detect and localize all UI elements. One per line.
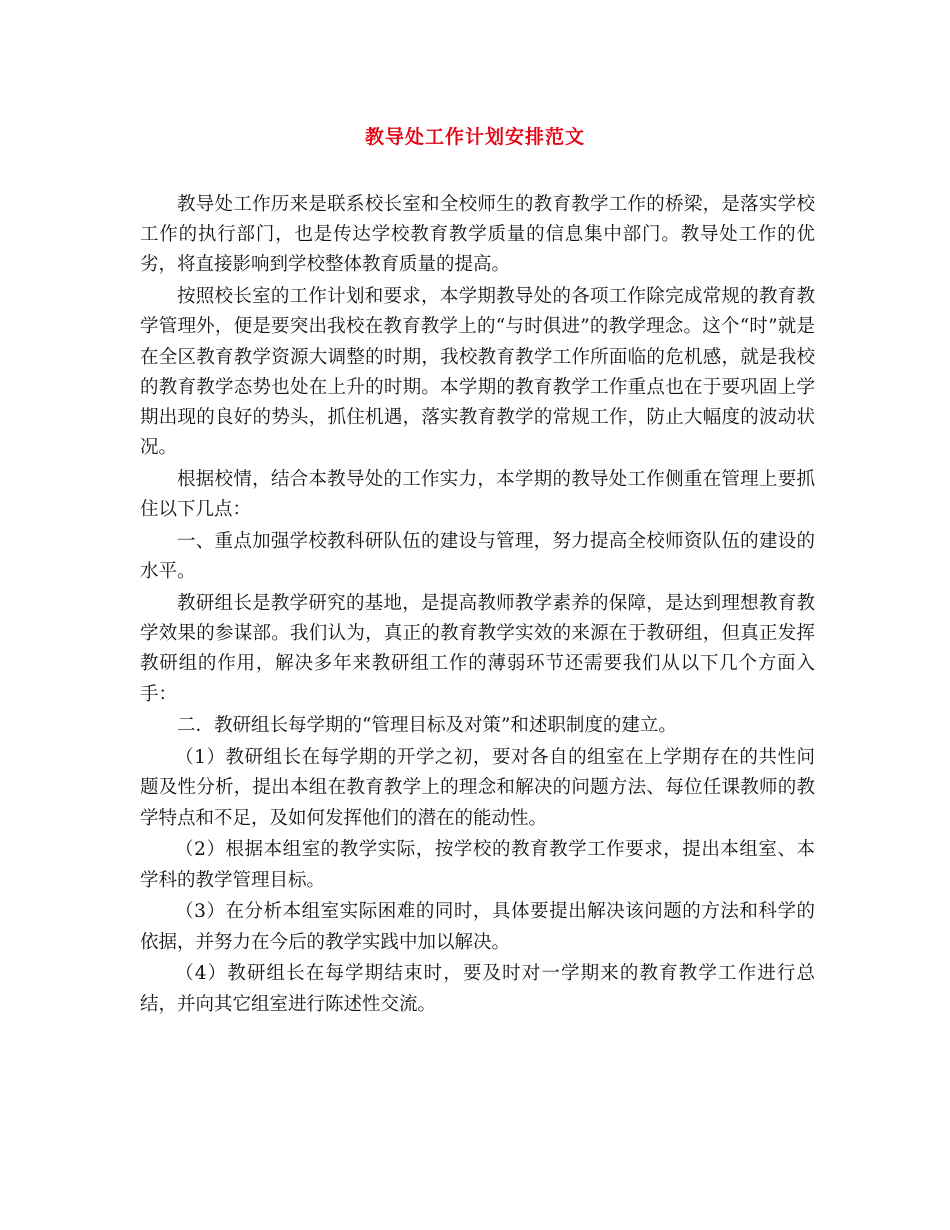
paragraph-intro: 教导处工作历来是联系校长室和全校师生的教育教学工作的桥梁，是落实学校工作的执行部门，也是传达学校教育教学质量的信息集中部门。教导处工作的优劣，将直接影响到学校整体教育质量的提高。 bbox=[140, 194, 815, 276]
paragraph-research-groups: 教研组长是教学研究的基地，是提高教师教学素养的保障，是达到理想教育教学效果的参谋部。我们认为，真正的教育教学实效的来源在于教研组，但真正发挥教研组的作用，解决多年来教研组工作的薄弱环节还需要我们从以下几个方面入手： bbox=[140, 593, 815, 705]
list-item-1: （1）教研组长在每学期的开学之初，要对各自的组室在上学期存在的共性问题及性分析，提出本组在教育教学上的理念和解决的问题方法、每位任课教师的教学特点和不足，及如何发挥他们的潜在的能动性。 bbox=[140, 747, 815, 829]
list-item-3: （3）在分析本组室实际困难的同时，具体要提出解决该问题的方法和科学的依据，并努力在今后的教学实践中加以解决。 bbox=[140, 901, 815, 953]
document-body bbox=[140, 190, 815, 1021]
document-title: 教导处工作计划安排范文 bbox=[364, 126, 585, 148]
paragraph-focus: 根据校情，结合本教导处的工作实力，本学期的教导处工作侧重在管理上要抓住以下几点： bbox=[140, 469, 815, 521]
list-item-2: （2）根据本组室的教学实际，按学校的教育教学工作要求，提出本组室、本学科的教学管理目标。 bbox=[140, 839, 815, 891]
paragraph-plan: 按照校长室的工作计划和要求，本学期教导处的各项工作除完成常规的教育教学管理外，便是要突出我校在教育教学上的“与时俱进”的教学理念。这个“时”就是在全区教育教学资源大调整的时期，我校教育教学工作所面临的危机感，就是我校的教育教学态势也处在上升的时期。本学期的教育教学工作重点也在于要巩固上学期出现的良好的势头，抓住机遇，落实教育教学的常规工作，防止大幅度的波动状况。 bbox=[140, 286, 815, 459]
section-heading-2: 二．教研组长每学期的“管理目标及对策”和述职制度的建立。 bbox=[177, 715, 677, 737]
section-heading-1: 一、重点加强学校教科研队伍的建设与管理，努力提高全校师资队伍的建设的水平。 bbox=[140, 531, 815, 583]
list-item-4: （4）教研组长在每学期结束时，要及时对一学期来的教育教学工作进行总结，并向其它组室进行陈述性交流。 bbox=[140, 963, 815, 1015]
